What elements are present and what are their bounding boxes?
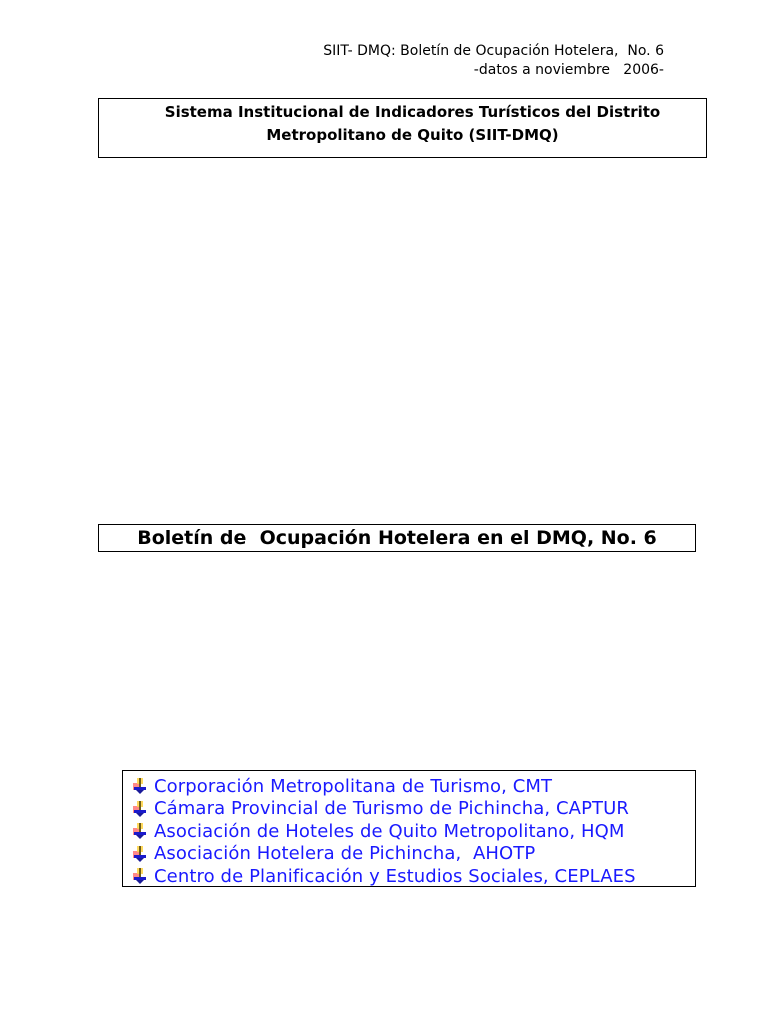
header-line-1: SIIT- DMQ: Boletín de Ocupación Hotelera, No. 6	[323, 43, 664, 59]
header-line-2: -datos a noviembre 2006-	[473, 62, 664, 78]
institution-name-line-1: Sistema Institucional de Indicadores Turísticos del Distrito	[164, 103, 661, 121]
organization-link-hqm[interactable]: Asociación de Hoteles de Quito Metropolitano, HQM	[154, 820, 625, 842]
arrow-down-bullet-icon	[131, 822, 149, 840]
organization-link-captur[interactable]: Cámara Provincial de Turismo de Pichincha, CAPTUR	[154, 798, 630, 820]
arrow-down-bullet-icon	[131, 845, 149, 863]
list-item	[123, 798, 695, 821]
arrow-down-bullet-icon	[131, 867, 149, 885]
organization-link-ceplaes[interactable]: Centro de Planificación y Estudios Sociales, CEPLAES	[154, 865, 636, 887]
organization-link-ahotp[interactable]: Asociación Hotelera de Pichincha, AHOTP	[154, 843, 536, 865]
page-header	[323, 42, 664, 80]
bulletin-title-box	[98, 524, 696, 552]
list-item	[123, 820, 695, 843]
list-item	[123, 865, 695, 888]
arrow-down-bullet-icon	[131, 800, 149, 818]
organizations-list	[122, 770, 696, 887]
list-item	[123, 775, 695, 798]
institution-box	[98, 98, 707, 158]
institution-name-line-2: Metropolitano de Quito (SIIT-DMQ)	[266, 126, 559, 144]
organization-link-cmt[interactable]: Corporación Metropolitana de Turismo, CMT	[154, 775, 553, 797]
arrow-down-bullet-icon	[131, 777, 149, 795]
bulletin-title: Boletín de Ocupación Hotelera en el DMQ, No. 6	[137, 527, 657, 549]
list-item	[123, 843, 695, 866]
